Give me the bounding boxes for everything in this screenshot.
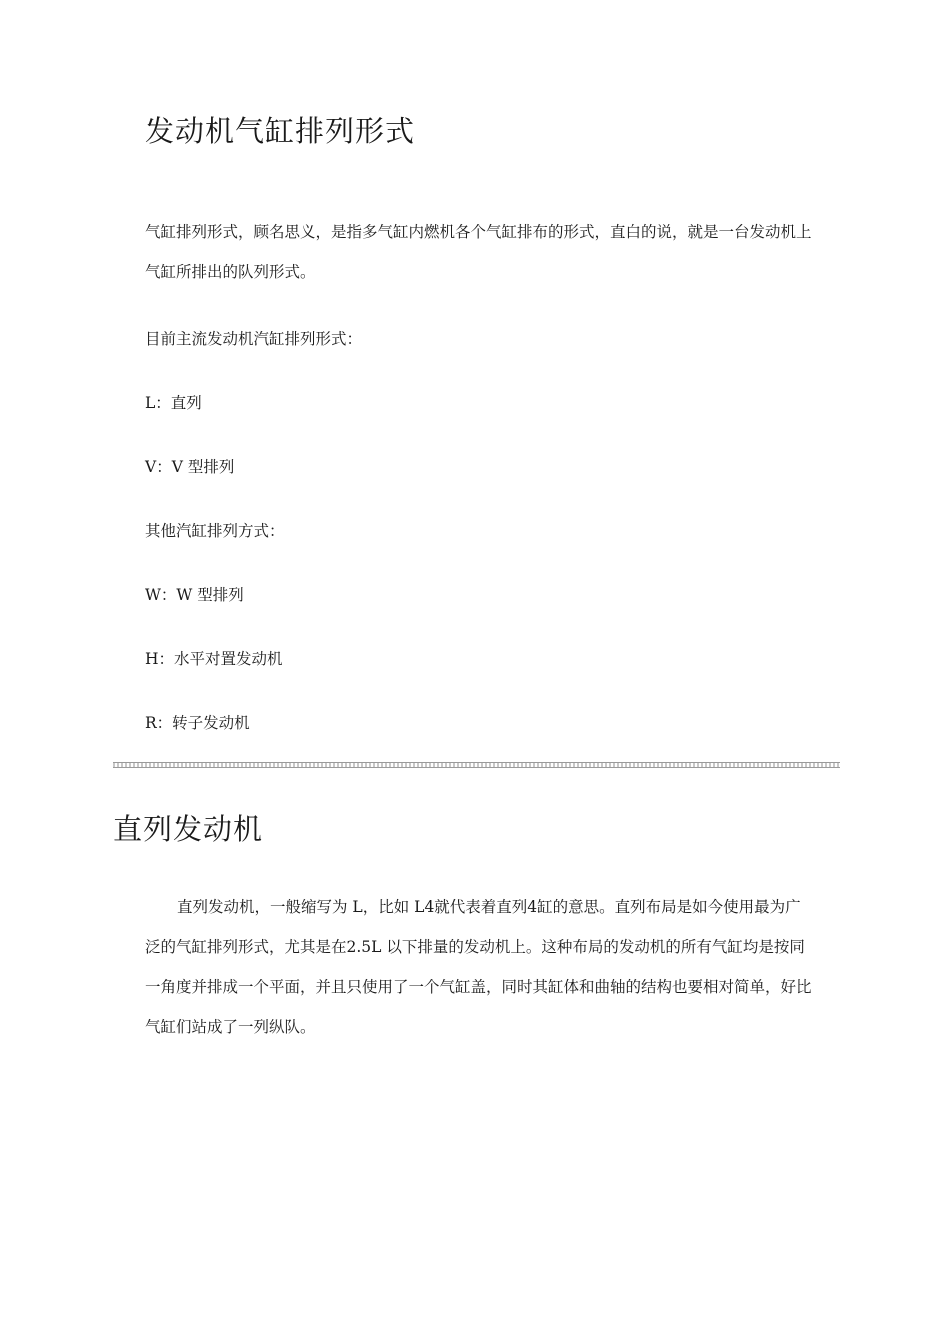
section-title-inline-engine: 直列发动机 [113,812,264,846]
list-item-v-type: V：V 型排列 [145,458,235,476]
inline-engine-paragraph: 直列发动机，一般缩写为 L，比如 L4就代表着直列4缸的意思。直列布局是如今使用最为广泛的气缸排列形式，尤其是在2.5L 以下排量的发动机上。这种布局的发动机的所有气缸均是按同一角度并排成一个平面，并且只使用了一个气缸盖，同时其缸体和曲轴的结构也要相对简单，好比气缸们站成了一列纵队。 [145,898,812,1036]
section-title-cylinder-arrangement: 发动机气缸排列形式 [145,114,416,148]
list-item-w-type: W：W 型排列 [145,586,244,604]
list-item-inline: L：直列 [145,394,202,412]
list-item-rotary: R：转子发动机 [145,714,250,732]
mainstream-heading: 目前主流发动机汽缸排列形式： [145,330,363,348]
section-divider [113,762,840,768]
intro-paragraph: 气缸排列形式，顾名思义，是指多气缸内燃机各个气缸排布的形式，直白的说，就是一台发动机上气缸所排出的队列形式。 [145,223,812,281]
list-item-boxer: H：水平对置发动机 [145,650,283,668]
other-heading: 其他汽缸排列方式： [145,522,285,540]
